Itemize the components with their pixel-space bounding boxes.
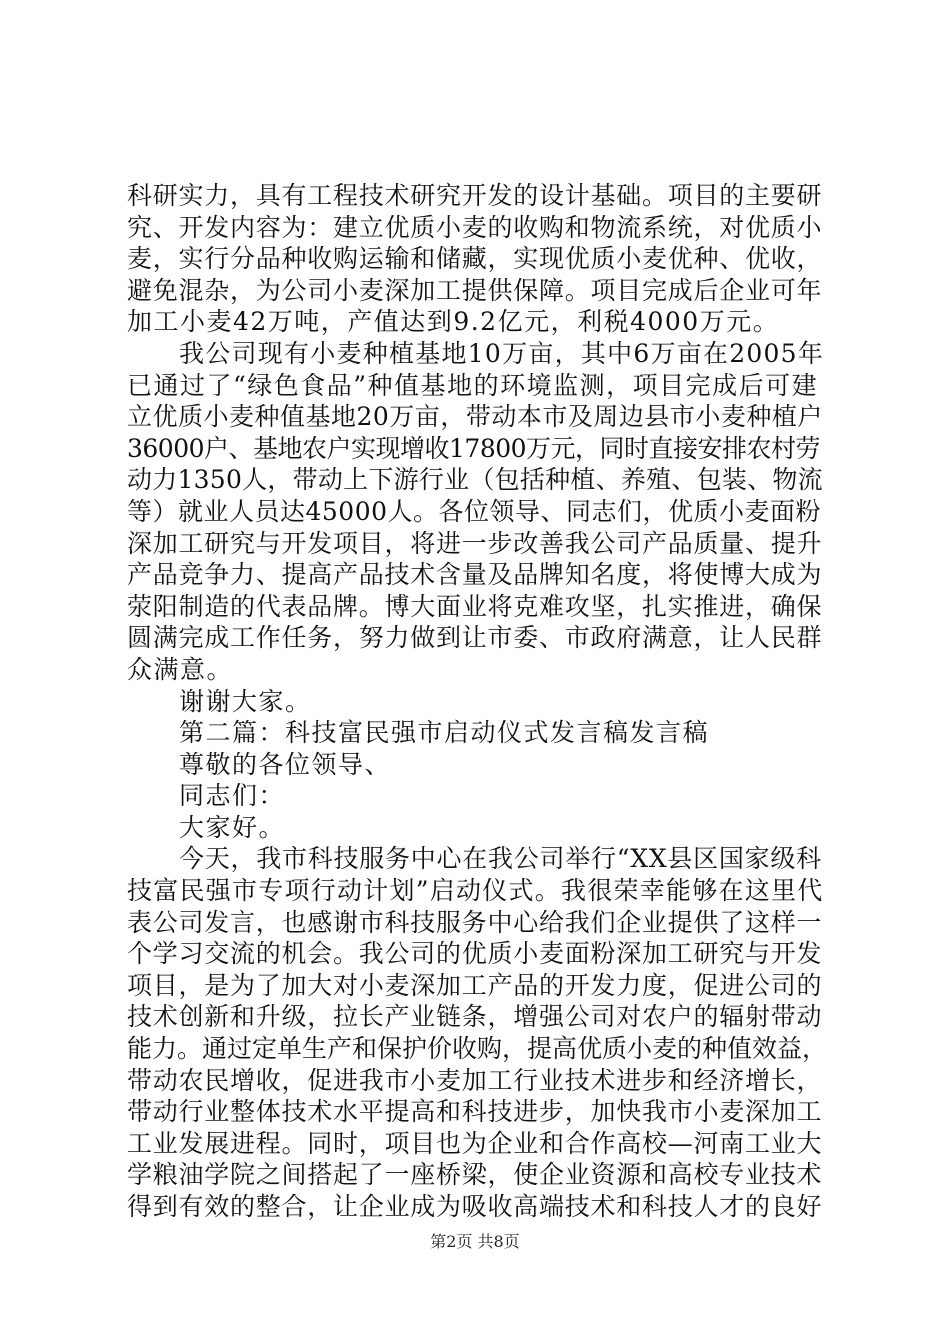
text-line: 已通过了“绿色食品”种值基地的环境监测，项目完成后可建 xyxy=(127,370,819,400)
text-line: 36000户、基地农户实现增收17800万元，同时直接安排农村劳 xyxy=(127,433,821,463)
text-line: 同志们： xyxy=(179,781,286,811)
document-body xyxy=(127,180,827,1223)
text-line: 能力。通过定单生产和保护价收购，提高优质小麦的种值效益， xyxy=(127,1034,828,1064)
text-line: 大家好。 xyxy=(179,812,286,842)
text-line: 麦，实行分品种收购运输和储藏，实现优质小麦优种、优收， xyxy=(127,244,823,274)
text-line: 动力1350人，带动上下游行业（包括种植、养殖、包装、物流 xyxy=(127,465,823,495)
text-line: 今天，我市科技服务中心在我公司举行“XX县区国家级科 xyxy=(179,844,822,874)
page-footer xyxy=(0,1232,950,1252)
text-line: 究、开发内容为：建立优质小麦的收购和物流系统，对优质小 xyxy=(127,212,823,242)
text-line: 工业发展进程。同时，项目也为企业和合作高校—河南工业大 xyxy=(127,1128,823,1158)
text-line: 得到有效的整合，让企业成为吸收高端技术和科技人才的良好 xyxy=(127,1192,823,1221)
text-line: 我公司现有小麦种植基地10万亩，其中6万亩在2005年 xyxy=(179,338,825,368)
text-line: 深加工研究与开发项目，将进一步改善我公司产品质量、提升 xyxy=(127,528,823,558)
text-line: 个学习交流的机会。我公司的优质小麦面粉深加工研究与开发 xyxy=(127,939,823,969)
text-line: 科研实力，具有工程技术研究开发的设计基础。项目的主要研 xyxy=(127,181,823,210)
text-line: 谢谢大家。 xyxy=(179,686,312,716)
text-line: 第二篇：科技富民强市启动仪式发言稿发言稿 xyxy=(179,718,710,748)
page-number-label: 第2页 共8页 xyxy=(430,1232,520,1251)
text-line: 项目，是为了加大对小麦深加工产品的开发力度，促进公司的 xyxy=(127,970,823,1000)
text-line: 产品竞争力、提高产品技术含量及品牌知名度，将使博大成为 xyxy=(127,560,823,590)
text-line: 立优质小麦种值基地20万亩，带动本市及周边县市小麦种植户 xyxy=(127,402,823,432)
text-line: 技术创新和升级，拉长产业链条，增强公司对农户的辐射带动 xyxy=(127,1002,823,1032)
text-line: 加工小麦42万吨，产值达到9.2亿元，利税4000万元。 xyxy=(127,307,780,337)
text-line: 避免混杂，为公司小麦深加工提供保障。项目完成后企业可年 xyxy=(127,275,823,305)
text-line: 表公司发言，也感谢市科技服务中心给我们企业提供了这样一 xyxy=(127,907,823,937)
text-line: 技富民强市专项行动计划”启动仪式。我很荣幸能够在这里代 xyxy=(127,876,824,906)
text-line: 带动行业整体技术水平提高和科技进步，加快我市小麦深加工 xyxy=(127,1097,823,1127)
text-line: 荥阳制造的代表品牌。博大面业将克难攻坚，扎实推进，确保 xyxy=(127,591,823,621)
text-line: 尊敬的各位领导、 xyxy=(179,749,392,779)
text-line: 众满意。 xyxy=(127,654,234,684)
text-line: 带动农民增收，促进我市小麦加工行业技术进步和经济增长， xyxy=(127,1065,823,1095)
text-line: 圆满完成工作任务，努力做到让市委、市政府满意，让人民群 xyxy=(127,623,823,653)
text-line: 等）就业人员达45000人。各位领导、同志们，优质小麦面粉 xyxy=(127,496,822,526)
text-line: 学粮油学院之间搭起了一座桥梁，使企业资源和高校专业技术 xyxy=(127,1160,823,1190)
